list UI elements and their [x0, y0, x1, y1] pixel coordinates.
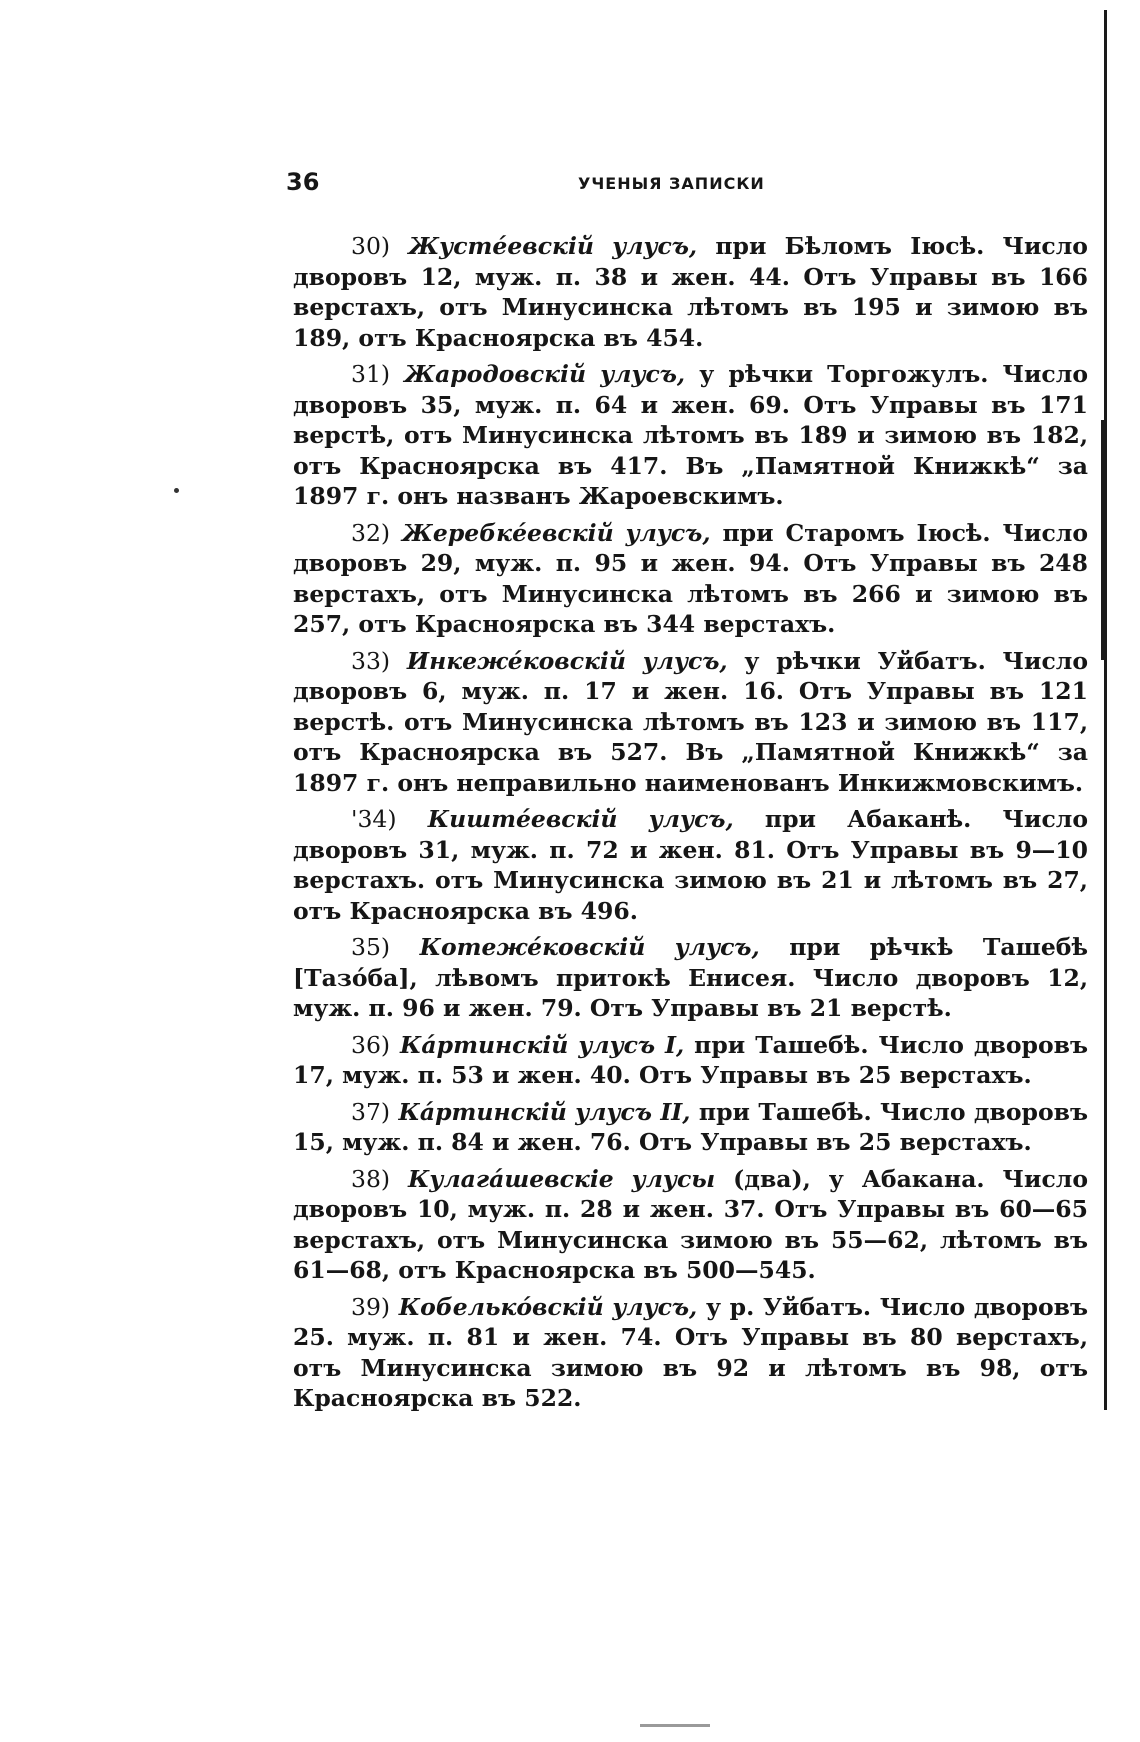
entry-32	[293, 518, 1088, 640]
entry-name: Киштéевскій улусъ,	[427, 805, 734, 833]
entry-name: Котежéковскій улусъ,	[419, 933, 760, 961]
entry-number: 37)	[351, 1097, 391, 1126]
entry-name: Жеребкéевскій улусъ,	[402, 518, 711, 547]
entry-number: 35)	[351, 933, 391, 961]
entry-36	[293, 1030, 1088, 1091]
running-head: УЧЕНЫЯ ЗАПИСКИ	[578, 174, 765, 193]
scan-artifact	[640, 1724, 710, 1727]
entry-31	[293, 359, 1088, 512]
entry-number: 31)	[351, 360, 391, 388]
entry-text: при Ташебѣ. Число дворовъ 17, муж. п. 53 и жен. 40. Отъ Управы въ 25 верстахъ.	[293, 1030, 1088, 1089]
entry-name: Кáртинскій улусъ I,	[400, 1030, 685, 1059]
entry-text: (два), у Абакана. Число дворовъ 10, муж. п. 28 и жен. 37. Отъ Управы въ 60—65 верстахъ, отъ Минусинска зимою въ 55—62, лѣтомъ въ 61—68, отъ Красноярска въ 500—545.	[293, 1164, 1088, 1284]
entry-text: у рѣчки Торгожулъ. Число дворовъ 35, муж. п. 64 и жен. 69. Отъ Управы въ 171 верстѣ, отъ Минусинска лѣтомъ въ 189 и зимою въ 182, отъ Красноярска въ 417. Въ „Памятной Книжкѣ“ за 1897 г. онъ названъ Жароевскимъ.	[293, 360, 1088, 510]
entry-text: у рѣчки Уйбатъ. Число дворовъ 6, муж. п. 17 и жен. 16. Отъ Управы въ 121 верстѣ. отъ Минусинска лѣтомъ въ 123 и зимою въ 117, отъ Красноярска въ 527. Въ „Памятной Книжкѣ“ за 1897 г. онъ неправильно наименованъ Инкижмовскимъ.	[293, 646, 1088, 797]
entry-text: при Старомъ Іюсѣ. Число дворовъ 29, муж. п. 95 и жен. 94. Отъ Управы въ 248 верстахъ, отъ Минусинска лѣтомъ въ 266 и зимою въ 257, отъ Красноярска въ 344 верстахъ.	[293, 518, 1088, 638]
entry-text: у р. Уйбатъ. Число дворовъ 25. муж. п. 81 и жен. 74. Отъ Управы въ 80 верстахъ, отъ Минусинска зимою въ 92 и лѣтомъ въ 98, отъ Красноярска въ 522.	[293, 1292, 1089, 1412]
entry-number: 33)	[351, 646, 391, 675]
entry-name: Инкежéковскій улусъ,	[406, 646, 728, 675]
entry-name: Кулагáшевскіе улусы	[408, 1164, 716, 1193]
entry-37	[293, 1097, 1088, 1158]
page-body	[293, 231, 1088, 1420]
entry-number: 32)	[351, 518, 391, 547]
page-number: 36	[286, 168, 320, 196]
entry-text: при Ташебѣ. Число дворовъ 15, муж. п. 84 и жен. 76. Отъ Управы въ 25 верстахъ.	[293, 1097, 1089, 1156]
entry-name: Кобелькóвскій улусъ,	[398, 1292, 698, 1321]
entry-text: при рѣчкѣ Ташебѣ [Тазóба], лѣвомъ притокѣ Енисея. Число дворовъ 12, муж. п. 96 и жен. 79. Отъ Управы въ 21 верстѣ.	[293, 933, 1089, 1022]
entry-text: при Абаканѣ. Число дворовъ 31, муж. п. 72 и жен. 81. Отъ Управы въ 9—10 верстахъ. отъ Минусинска зимою въ 21 и лѣтомъ въ 27, отъ Красноярска въ 496.	[293, 805, 1088, 925]
entry-30	[293, 231, 1088, 353]
page-header	[286, 168, 1086, 208]
entry-text: при Бѣломъ Іюсѣ. Число дворовъ 12, муж. п. 38 и жен. 44. Отъ Управы въ 166 верстахъ, отъ Минусинска лѣтомъ въ 195 и зимою въ 189, отъ Красноярска въ 454.	[293, 232, 1088, 352]
entry-number: '34)	[351, 805, 397, 833]
page-edge-rule	[1104, 10, 1107, 1410]
entry-34	[293, 804, 1088, 926]
entry-33	[293, 646, 1088, 799]
entry-38	[293, 1164, 1088, 1286]
entry-name: Жустéевскій улусъ,	[408, 232, 698, 260]
margin-dot	[174, 488, 179, 493]
entry-number: 36)	[351, 1030, 391, 1059]
entry-number: 30)	[351, 232, 391, 260]
entry-number: 39)	[351, 1292, 391, 1321]
entry-name: Кáртинскій улусъ II,	[398, 1097, 691, 1126]
entry-39	[293, 1292, 1088, 1414]
entry-number: 38)	[351, 1164, 391, 1193]
entry-name: Жародовскій улусъ,	[404, 360, 686, 388]
page-edge-rule-thick	[1101, 420, 1105, 660]
entry-35	[293, 932, 1088, 1024]
